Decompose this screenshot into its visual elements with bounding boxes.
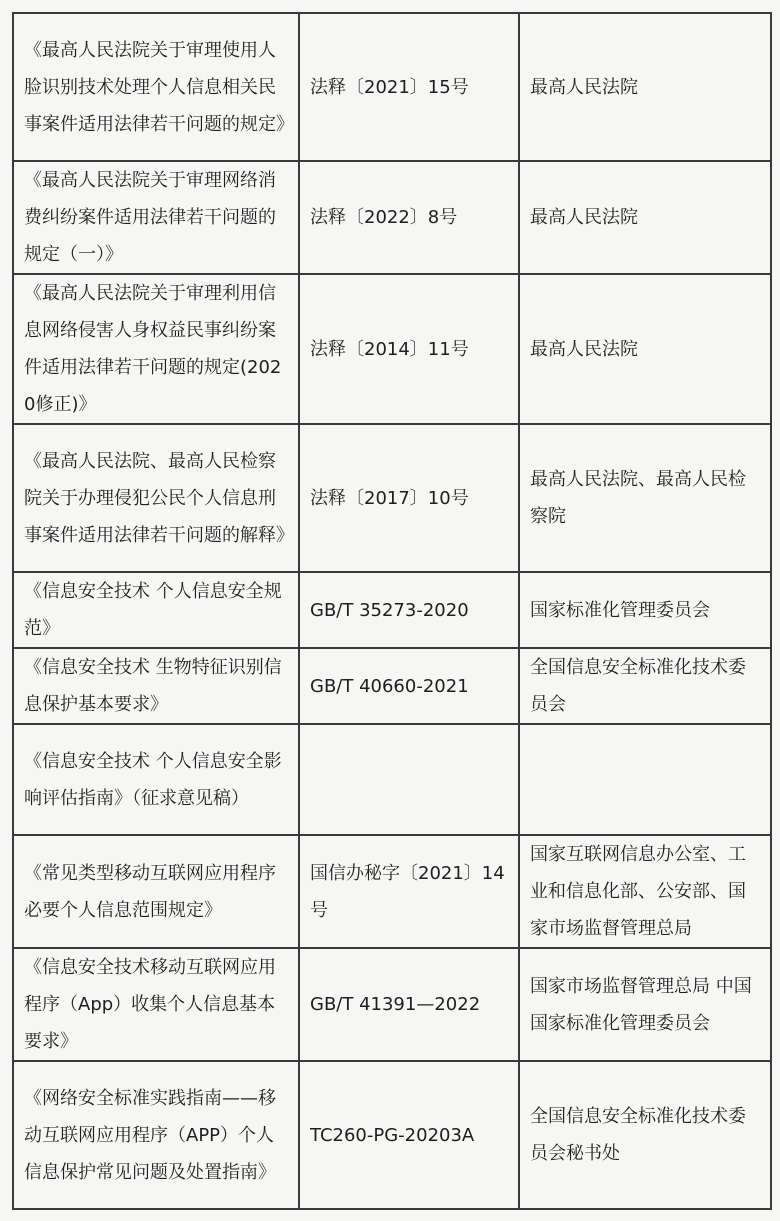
issuing-authority: 国家标准化管理委员会 <box>530 599 710 621</box>
document-number: 法释〔2017〕10号 <box>310 487 469 509</box>
document-number: GB/T 41391—2022 <box>310 994 481 1015</box>
document-number-cell <box>299 948 519 1061</box>
document-number-cell <box>299 274 519 424</box>
issuing-authority: 最高人民法院 <box>530 338 638 360</box>
document-number: GB/T 35273-2020 <box>310 599 469 621</box>
regulation-title: 《最高人民法院关于审理利用信息网络侵害人身权益民事纠纷案件适用法律若干问题的规定(2020修正)》 <box>24 283 282 415</box>
regulation-title-cell <box>13 161 299 274</box>
document-number-cell <box>299 13 519 161</box>
regulation-title-cell <box>13 648 299 724</box>
document-number: 法释〔2014〕11号 <box>310 338 469 360</box>
document-number: 国信办秘字〔2021〕14号 <box>310 862 505 921</box>
regulation-title-cell <box>13 274 299 424</box>
regulation-title: 《信息安全技术移动互联网应用程序（App）收集个人信息基本要求》 <box>24 957 276 1052</box>
table-row <box>13 1061 771 1209</box>
issuing-authority: 国家互联网信息办公室、工业和信息化部、公安部、国家市场监督管理总局 <box>530 844 746 939</box>
document-number: TC260-PG-20203A <box>310 1124 475 1146</box>
table-row <box>13 648 771 724</box>
document-number-cell <box>299 835 519 948</box>
regulation-title-cell <box>13 948 299 1061</box>
issuing-authority-cell <box>519 835 771 948</box>
table-row <box>13 13 771 161</box>
regulation-title: 《最高人民法院关于审理使用人脸识别技术处理个人信息相关民事案件适用法律若干问题的规定》 <box>24 39 294 135</box>
issuing-authority-cell <box>519 572 771 648</box>
issuing-authority-cell <box>519 424 771 572</box>
issuing-authority: 最高人民法院、最高人民检察院 <box>530 469 746 527</box>
regulation-title: 《常见类型移动互联网应用程序必要个人信息范围规定》 <box>24 862 276 921</box>
regulation-title-cell <box>13 1061 299 1209</box>
regulations-table <box>12 12 772 1210</box>
issuing-authority-cell <box>519 648 771 724</box>
issuing-authority: 全国信息安全标准化技术委员会 <box>530 657 746 715</box>
document-number-cell <box>299 424 519 572</box>
table-row <box>13 724 771 835</box>
document-number-cell <box>299 648 519 724</box>
issuing-authority: 最高人民法院 <box>530 76 638 98</box>
regulation-title: 《最高人民法院关于审理网络消费纠纷案件适用法律若干问题的规定（一）》 <box>24 170 276 265</box>
table-row <box>13 948 771 1061</box>
issuing-authority-cell <box>519 948 771 1061</box>
document-number: 法释〔2022〕8号 <box>310 207 458 228</box>
document-number-cell <box>299 1061 519 1209</box>
regulation-title-cell <box>13 424 299 572</box>
issuing-authority-cell <box>519 724 771 835</box>
table-row <box>13 161 771 274</box>
table-row <box>13 572 771 648</box>
document-number-cell <box>299 161 519 274</box>
regulation-title: 《信息安全技术 生物特征识别信息保护基本要求》 <box>24 657 282 715</box>
document-number-cell <box>299 724 519 835</box>
regulations-table-body <box>13 13 771 1209</box>
document-number: GB/T 40660-2021 <box>310 675 469 697</box>
issuing-authority: 国家市场监督管理总局 中国国家标准化管理委员会 <box>530 975 752 1034</box>
regulation-title: 《信息安全技术 个人信息安全影响评估指南》（征求意见稿） <box>24 750 282 809</box>
document-number-cell <box>299 572 519 648</box>
regulation-title-cell <box>13 572 299 648</box>
regulation-title-cell <box>13 835 299 948</box>
document-number: 法释〔2021〕15号 <box>310 76 469 98</box>
issuing-authority-cell <box>519 1061 771 1209</box>
regulation-title-cell <box>13 13 299 161</box>
regulation-title: 《网络安全标准实践指南——移动互联网应用程序（APP）个人信息保护常见问题及处置指南》 <box>24 1087 276 1183</box>
issuing-authority-cell <box>519 274 771 424</box>
issuing-authority: 全国信息安全标准化技术委员会秘书处 <box>530 1106 746 1164</box>
regulation-title: 《最高人民法院、最高人民检察院关于办理侵犯公民个人信息刑事案件适用法律若干问题的解释》 <box>24 450 294 546</box>
issuing-authority-cell <box>519 161 771 274</box>
table-row <box>13 424 771 572</box>
table-row <box>13 835 771 948</box>
regulation-title-cell <box>13 724 299 835</box>
regulation-title: 《信息安全技术 个人信息安全规范》 <box>24 581 282 639</box>
table-row <box>13 274 771 424</box>
issuing-authority-cell <box>519 13 771 161</box>
issuing-authority: 最高人民法院 <box>530 207 638 228</box>
